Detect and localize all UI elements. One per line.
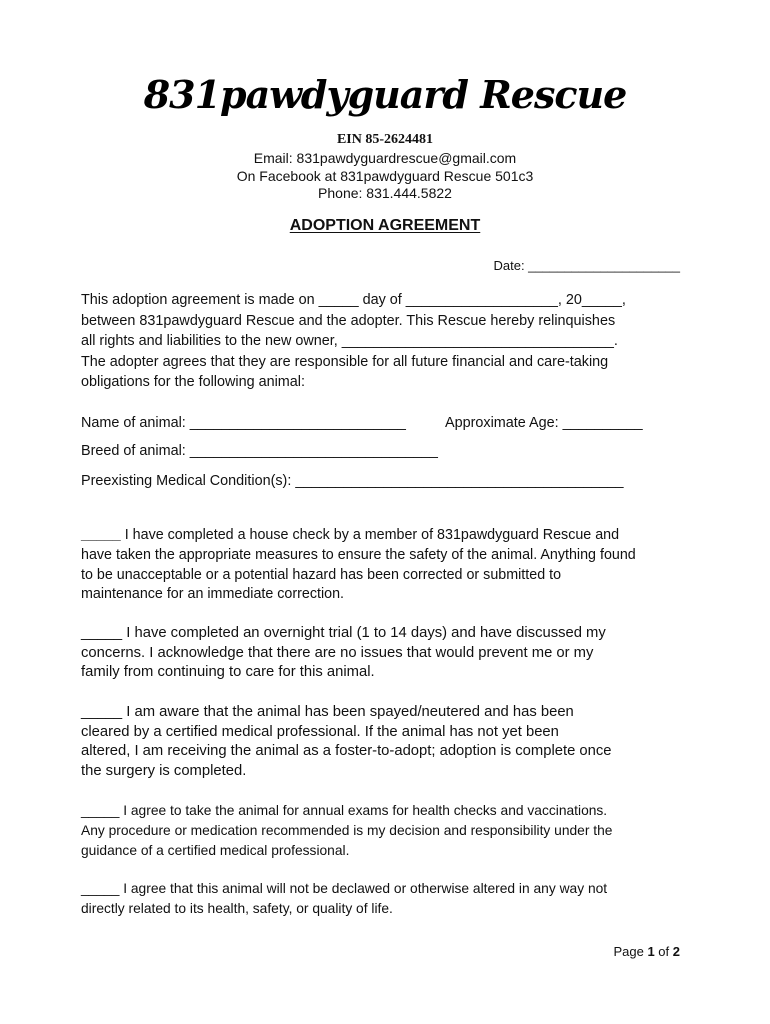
intro-paragraph <box>81 290 691 393</box>
clause-line: have taken the appropriate measures to ensure the safety of the animal. Anything found <box>81 546 636 563</box>
contact-phone: Phone: 831.444.5822 <box>318 185 452 201</box>
clause-line: the surgery is completed. <box>81 762 247 779</box>
org-logo-title: 831pawdyguard Rescue <box>143 72 627 117</box>
overnight-trial-clause <box>81 624 691 683</box>
clause-line: directly related to its health, safety, or quality of life. <box>81 900 393 916</box>
initial-blank: _____ <box>81 803 120 818</box>
intro-line: obligations for the following animal: <box>81 374 305 391</box>
clause-line: I have completed an overnight trial (1 to 14 days) and have discussed my <box>122 625 606 641</box>
ein-number: EIN 85-2624481 <box>336 132 434 147</box>
house-check-clause <box>81 526 691 605</box>
initial-blank: _____ <box>81 527 121 543</box>
clause-line: altered, I am receiving the animal as a foster-to-adopt; adoption is complete once <box>81 743 612 759</box>
medical-conditions-field: Preexisting Medical Condition(s): _________________________________________ <box>81 473 624 489</box>
animal-name-field: Name of animal: ___________________________ <box>81 415 406 431</box>
annual-exams-clause <box>81 801 691 860</box>
clause-line: I have completed a house check by a member of 831pawdyguard Rescue and <box>120 527 620 543</box>
clause-line: guidance of a certified medical professional. <box>81 842 350 858</box>
clause-line: family from continuing to care for this animal. <box>81 664 375 680</box>
initial-blank: _____ <box>81 881 120 896</box>
no-declaw-clause <box>81 879 691 919</box>
intro-line: This adoption agreement is made on _____ day of ___________________, 20_____, <box>81 292 626 308</box>
intro-line: all rights and liabilities to the new owner, __________________________________. <box>81 333 618 350</box>
date-field: Date: _____________________ <box>493 258 680 273</box>
spay-neuter-clause <box>81 703 691 781</box>
initial-blank: _____ <box>81 625 123 641</box>
document-title: ADOPTION AGREEMENT <box>289 217 481 234</box>
clause-line: Any procedure or medication recommended is my decision and responsibility under the <box>81 822 613 838</box>
animal-breed-field: Breed of animal: _______________________________ <box>81 443 438 459</box>
clause-line: I am aware that the animal has been spayed/neutered and has been <box>122 704 574 720</box>
contact-facebook: On Facebook at 831pawdyguard Rescue 501c3 <box>236 168 534 184</box>
clause-line: cleared by a certified medical professional. If the animal has not yet been <box>81 723 559 740</box>
clause-line: to be unacceptable or a potential hazard has been corrected or submitted to <box>81 566 562 583</box>
page-number: Page 1 of 2 <box>613 944 680 959</box>
clause-line: I agree to take the animal for annual exams for health checks and vaccinations. <box>119 803 608 818</box>
intro-line: between 831pawdyguard Rescue and the adopter. This Rescue hereby relinquishes <box>81 312 616 329</box>
approximate-age-field: Approximate Age: __________ <box>445 415 643 431</box>
contact-email: Email: 831pawdyguardrescue@gmail.com <box>253 150 517 166</box>
intro-line: The adopter agrees that they are responsible for all future financial and care-taking <box>81 353 609 370</box>
clause-line: I agree that this animal will not be declawed or otherwise altered in any way not <box>119 881 608 896</box>
initial-blank: _____ <box>81 704 123 720</box>
clause-line: concerns. I acknowledge that there are no issues that would prevent me or my <box>81 644 594 661</box>
clause-line: maintenance for an immediate correction. <box>81 586 345 603</box>
